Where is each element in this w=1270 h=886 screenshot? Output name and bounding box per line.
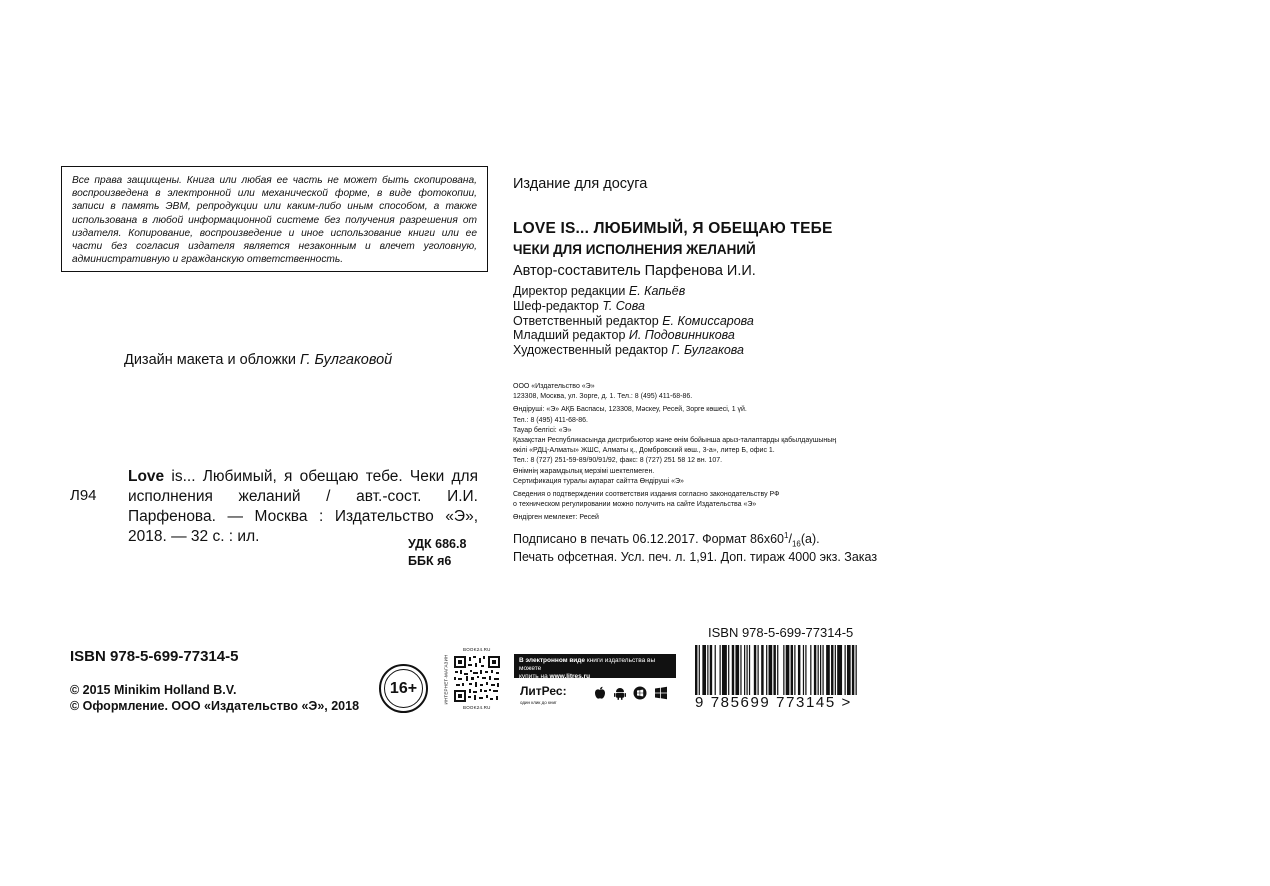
barcode-bar xyxy=(740,645,741,695)
format-denominator: 16 xyxy=(791,539,801,549)
litres-url: www.litres.ru xyxy=(549,673,591,680)
barcode-bar xyxy=(715,645,716,695)
staff-row xyxy=(513,314,754,329)
age-rating-value: 16+ xyxy=(384,669,423,708)
design-credit-name: Г. Булгаковой xyxy=(300,352,393,368)
barcode-bar xyxy=(791,645,793,695)
rights-notice-box xyxy=(61,166,488,272)
staff-name: Т. Сова xyxy=(602,298,645,313)
litres-promo xyxy=(514,654,676,711)
print-format: Подписано в печать 06.12.2017. Формат 86x60 xyxy=(513,532,784,547)
barcode-bar xyxy=(732,645,734,695)
isbn-left: ISBN 978-5-699-77314-5 xyxy=(70,648,239,665)
barcode-bar xyxy=(728,645,729,695)
copyright-line-2: © Оформление. ООО «Издательство «Э», 2018 xyxy=(70,699,360,713)
barcode-bar xyxy=(702,645,706,695)
biblio-text: is... Любимый, я обещаю тебе. Чеки для исполнения желаний / авт.-сост. И.И. Парфенова. — Москва : Издательство «Э», 2018. — 32 с. : ил. xyxy=(128,468,478,545)
bibliographic-record xyxy=(128,467,478,547)
android-icon xyxy=(613,686,627,700)
barcode-bar xyxy=(699,645,700,695)
barcode-bar xyxy=(758,645,759,695)
staff-row xyxy=(513,343,754,358)
barcode-bar xyxy=(746,645,747,695)
litres-banner xyxy=(514,654,676,678)
windows-icon xyxy=(654,686,668,700)
barcode-bar xyxy=(798,645,800,695)
litres-tagline: один клик до книг xyxy=(520,700,557,705)
imprint-line: Тауар белгісі: «Э» xyxy=(513,426,572,434)
windows-phone-icon xyxy=(633,686,647,700)
staff-row xyxy=(513,299,754,314)
qr-top-label: BOOK24.RU xyxy=(463,647,491,652)
staff-name: Г. Булгакова xyxy=(671,343,744,358)
qr-side-label: ИНТЕРНЕТ-МАГАЗИН xyxy=(443,654,449,705)
author-mark: Л94 xyxy=(70,487,97,504)
bbk-code: ББК я6 xyxy=(408,554,452,568)
book-title-line-2: ЧЕКИ ДЛЯ ИСПОЛНЕНИЯ ЖЕЛАНИЙ xyxy=(513,242,756,257)
barcode-bar xyxy=(769,645,773,695)
barcode-bar xyxy=(695,645,697,695)
imprint-line: Қазақстан Республикасында дистрибьютор және өнім бойынша арыз-талаптарды қабылдаушының xyxy=(513,437,837,445)
qr-code-icon xyxy=(453,655,501,703)
format-numerator: 1 xyxy=(784,531,789,540)
barcode-bar xyxy=(773,645,775,695)
barcode-bar xyxy=(810,645,811,695)
barcode-bar xyxy=(856,645,857,695)
imprint-line: о техническом регулировании можно получить на сайте Издательства «Э» xyxy=(513,501,757,509)
barcode-bar xyxy=(847,645,851,695)
barcode-bar xyxy=(777,645,778,695)
compiler: Автор-составитель Парфенова И.И. xyxy=(513,263,756,279)
staff-role: Шеф-редактор xyxy=(513,298,599,313)
copyright-line-1: © 2015 Minikim Holland B.V. xyxy=(70,683,237,697)
barcode-bar xyxy=(835,645,836,695)
barcode-bar xyxy=(837,645,842,695)
litres-logo: ЛитРес: xyxy=(520,684,567,698)
barcode-bar xyxy=(722,645,727,695)
qr-code-block xyxy=(445,647,505,711)
barcode-bar xyxy=(735,645,739,695)
litres-banner-strong: В электронном виде xyxy=(519,657,586,664)
imprint-line: Тел.: 8 (495) 411-68-86. xyxy=(513,416,588,424)
barcode-bar xyxy=(826,645,830,695)
barcode-digits: 9 785699 773145 > xyxy=(695,694,852,711)
design-credit xyxy=(124,352,392,368)
imprint-line: Сертификация туралы ақпарат сайтта Өндіруші «Э» xyxy=(513,477,684,485)
qr-bottom-label: BOOK24.RU xyxy=(463,705,491,710)
apple-icon xyxy=(593,686,607,700)
barcode-bar xyxy=(710,645,712,695)
imprint-line: Өндірген мемлекет: Ресей xyxy=(513,514,599,522)
barcode-bar xyxy=(794,645,795,695)
barcode-bar xyxy=(852,645,854,695)
barcode-bar xyxy=(720,645,721,695)
litres-banner-text: книги издательства вы можете xyxy=(519,657,656,672)
barcode-bar xyxy=(845,645,846,695)
book-title-line-1: LOVE IS... ЛЮБИМЫЙ, Я ОБЕЩАЮ ТЕБЕ xyxy=(513,220,833,237)
barcode-bar xyxy=(707,645,708,695)
staff-name: Е. Комиссарова xyxy=(662,313,754,328)
imprint-line: Өндіруші: «Э» АҚБ Баспасы, 123308, Мәскеу, Ресей, Зорге көшесі, 1 үй. xyxy=(513,406,747,414)
print-info-line-2: Печать офсетная. Усл. печ. л. 1,91. Доп. тираж 4000 экз. Заказ xyxy=(513,550,878,564)
imprint-line: ООО «Издательство «Э» xyxy=(513,383,595,390)
staff-role: Младший редактор xyxy=(513,328,626,343)
barcode-bar xyxy=(783,645,784,695)
barcode-isbn: ISBN 978-5-699-77314-5 xyxy=(708,625,854,640)
barcode-bar xyxy=(831,645,833,695)
imprint-line: 123308, Москва, ул. Зорге, д. 1. Тел.: 8 (495) 411-68-86. xyxy=(513,393,693,401)
age-rating-badge xyxy=(379,664,428,713)
imprint-line: Тел.: 8 (727) 251-59-89/90/91/92, факс: 8 (727) 251 58 12 вн. 107. xyxy=(513,457,723,465)
classification xyxy=(408,536,466,570)
design-credit-label: Дизайн макета и обложки xyxy=(124,352,296,368)
imprint-line: Сведения о подтверждении соответствия издания согласно законодательству РФ xyxy=(513,491,780,499)
staff-name: Е. Капьёв xyxy=(628,284,686,298)
barcode-bar xyxy=(803,645,804,695)
barcode-bar xyxy=(822,645,823,695)
barcode-bar xyxy=(761,645,763,695)
editorial-staff xyxy=(513,284,754,358)
rights-notice-text: Все права защищены. Книга или любая ее часть не может быть скопирована, воспроизведена в электронной или механической форме, в виде фотокопии, записи в память ЭВМ, репродукции или каким-либо иным способом, а также использована в любой информационной системе без получения разрешения от издателя. Копирование, воспроизведение и иное использование книги или ее части без согласия издателя является незаконным и влечет уголовную, административную и гражданскую ответственность. xyxy=(72,175,477,266)
barcode-bar xyxy=(749,645,750,695)
imprint-line: Өнімнің жарамдылық мерзімі шектелмеген. xyxy=(513,467,655,475)
barcode-bar xyxy=(766,645,767,695)
biblio-title-bold: Love xyxy=(128,468,165,485)
barcode-bar xyxy=(818,645,819,695)
imprint-line: өкілі «РДЦ-Алматы» ЖШС, Алматы қ., Домбровский көш., 3-а», литер Б, офис 1. xyxy=(513,447,775,455)
barcode-bar xyxy=(754,645,756,695)
udk-code: УДК 686.8 xyxy=(408,537,467,551)
staff-name: И. Подовинникова xyxy=(628,328,735,343)
format-suffix: (a). xyxy=(800,532,820,547)
barcode-bar xyxy=(814,645,816,695)
barcode-image xyxy=(695,645,858,695)
staff-role: Художественный редактор xyxy=(513,343,668,358)
staff-role: Ответственный редактор xyxy=(513,313,659,328)
staff-row xyxy=(513,284,754,299)
print-info-line-1: Подписано в печать 06.12.2017. Формат $86x60^1/_{16}(a)$. xyxy=(513,531,820,549)
edition-type: Издание для досуга xyxy=(513,176,648,192)
barcode-bar xyxy=(786,645,790,695)
barcode-bar xyxy=(744,645,745,695)
publisher-imprint xyxy=(513,382,873,524)
barcode-bar xyxy=(820,645,821,695)
staff-row xyxy=(513,328,754,343)
barcode-bar xyxy=(805,645,806,695)
litres-banner-text-2: купить на xyxy=(519,673,548,680)
staff-role: Директор редакции xyxy=(513,284,626,298)
